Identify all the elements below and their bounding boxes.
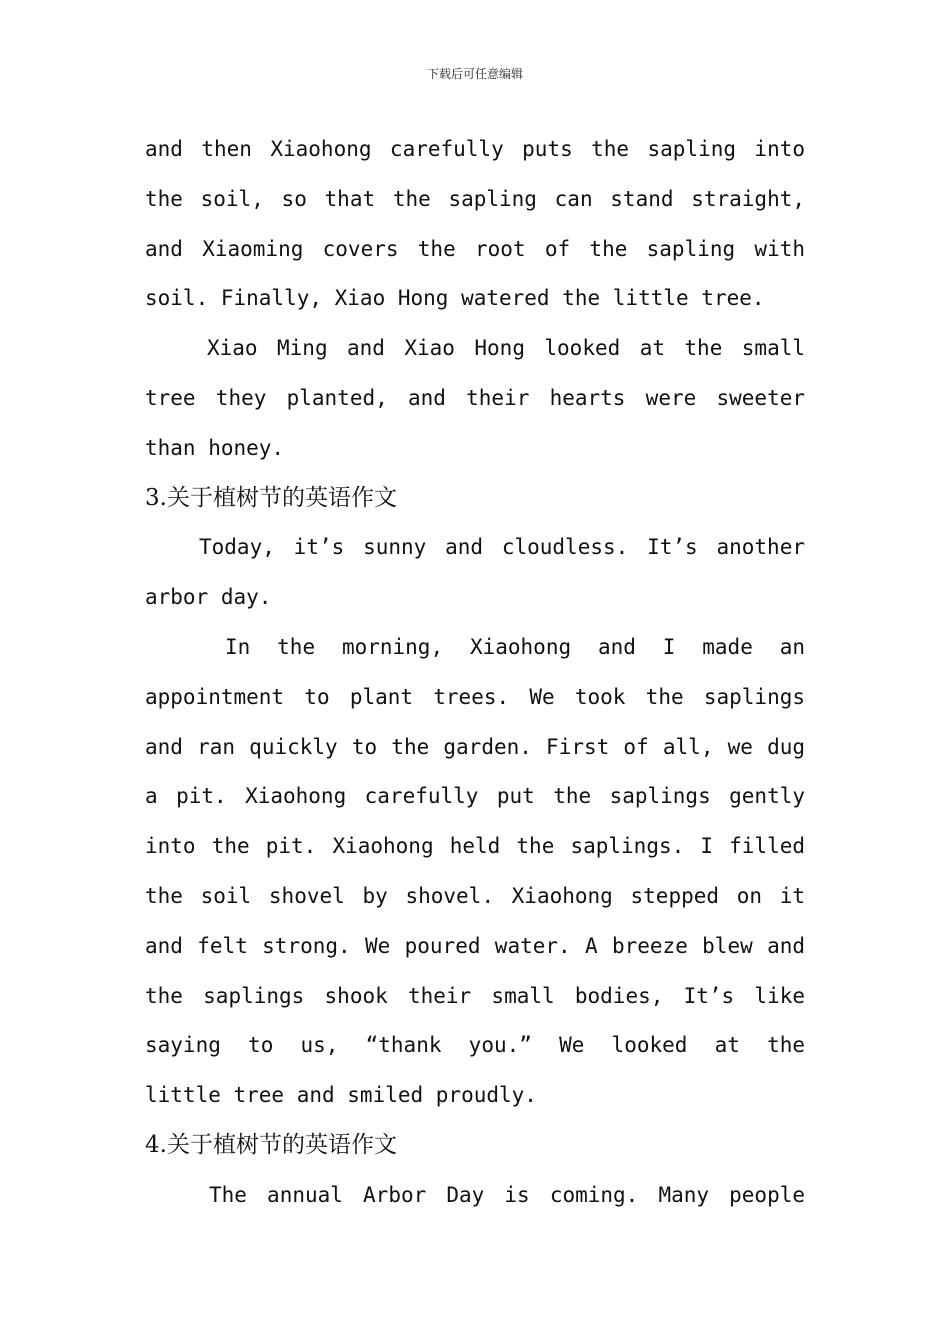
text-line: the saplings shook their small bodies, It’s like [145, 983, 805, 1008]
text-line: the soil shovel by shovel. Xiaohong stepped on it [145, 883, 805, 908]
text-line: and ran quickly to the garden. First of all, we dug [145, 734, 805, 759]
text-line: the soil, so that the sapling can stand straight, [145, 186, 805, 211]
text-line: little tree and smiled proudly. [145, 1083, 537, 1108]
text-line: appointment to plant trees. We took the saplings [145, 684, 805, 709]
text-line: In the morning, Xiaohong and I made an [225, 634, 805, 659]
text-line: a pit. Xiaohong carefully put the saplings gently [145, 784, 805, 809]
text-line: than honey. [145, 435, 285, 460]
text-line: saying to us, “thank you.” We looked at the [145, 1033, 805, 1058]
text-line: arbor day. [145, 585, 272, 610]
text-line: and then Xiaohong carefully puts the sapling into [145, 137, 805, 161]
section-heading: 3.关于植树节的英语作文 [145, 484, 397, 511]
text-line: into the pit. Xiaohong held the saplings. I filled [145, 834, 805, 859]
text-line: and felt strong. We poured water. A breeze blew and [145, 933, 805, 958]
section-heading: 4.关于植树节的英语作文 [145, 1131, 397, 1158]
text-line: Xiao Ming and Xiao Hong looked at the small [207, 336, 805, 361]
text-line: and Xiaoming covers the root of the sapling with [145, 236, 805, 261]
text-line: The annual Arbor Day is coming. Many people [209, 1182, 805, 1207]
document-body [145, 125, 805, 1221]
text-line: soil. Finally, Xiao Hong watered the little tree. [145, 286, 765, 311]
page-header: 下载后可任意编辑 [426, 67, 523, 81]
text-line: Today, it’s sunny and cloudless. It’s another [199, 535, 805, 560]
text-line: tree they planted, and their hearts were sweeter [145, 385, 805, 410]
